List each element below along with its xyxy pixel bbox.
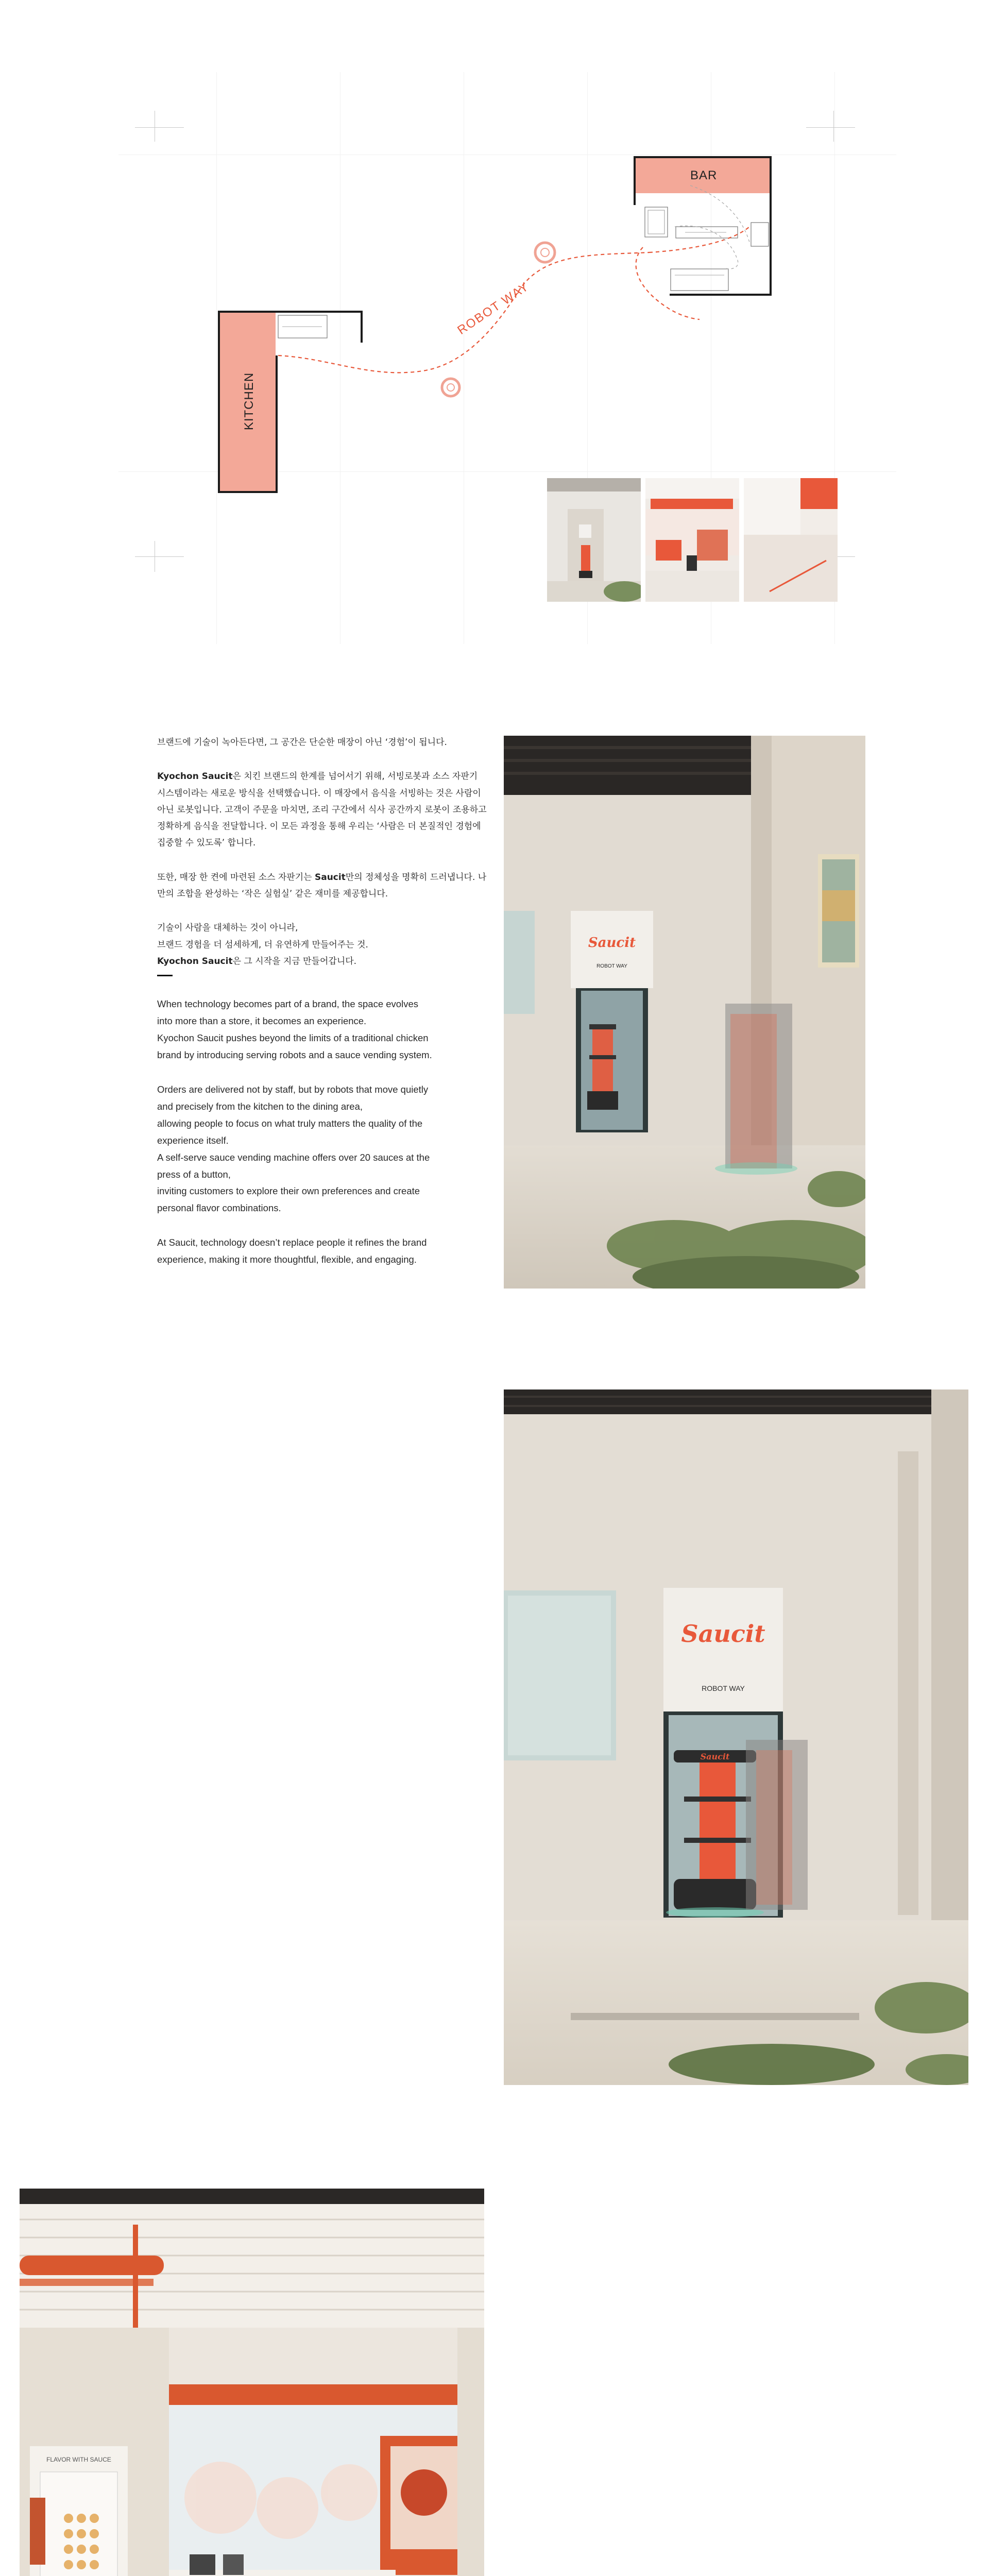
bar-label: BAR [690,168,718,182]
ko-intro: 브랜드에 기술이 녹아든다면, 그 공간은 단순한 매장이 아닌 ‘경험’이 됩니다. [157,737,447,748]
kitchen-label: KITCHEN [242,372,257,431]
corridor-scene [504,736,865,1289]
interior-scene [20,2189,484,2576]
en-paragraph-1 [157,996,487,1064]
ko-text: 은 그 시작을 지금 만들어갑니다. [232,956,357,967]
en-line: and precisely from the kitchen to the dining area, [157,1100,363,1112]
thumbnail-image [547,478,641,602]
robot-way-label: ROBOT WAY [455,279,532,337]
en-line: allowing people to focus on what truly matters the quality of the [157,1117,423,1129]
ko-text: 만의 정체성을 명확히 드러냅니다. 나만의 조합을 완성하는 ‘작은 실험실’ 같은 재미를 제공합니다. [157,872,487,900]
bar-route [675,185,749,269]
floor-plan-section [0,0,989,644]
flavor-sign: FLAVOR WITH SAUCE [46,2456,111,2463]
en-line: A self-serve sauce vending machine offers over 20 sauces at the [157,1151,430,1163]
thumbnail-image [645,478,739,602]
robot-logo: Saucit [700,1752,730,1761]
kitchen-fixtures [278,315,327,338]
robot-way-sign: ROBOT WAY [702,1684,745,1692]
en-line: personal flavor combinations. [157,1202,281,1214]
en-paragraph-3 [157,1234,487,1268]
en-line: inviting customers to explore their own preferences and create [157,1185,420,1197]
thumbnail-image [744,478,838,602]
waypoint-marker-icon [535,243,555,262]
en-line: Orders are delivered not by staff, but by robots that move quietly [157,1083,429,1095]
ko-paragraph-2 [157,869,487,903]
ko-paragraph-3 [157,920,487,970]
robot-path-diagram [0,0,989,644]
en-line: experience, making it more thoughtful, flexible, and engaging. [157,1254,417,1265]
divider [157,975,173,976]
en-line: into more than a store, it becomes an experience. [157,1015,367,1027]
ko-line: 브랜드 경험을 더 섬세하게, 더 유연하게 만들어주는 것. [157,939,368,950]
ko-paragraph-1 [157,768,487,851]
en-line: When technology becomes part of a brand, the space evolves [157,998,418,1010]
brand-name: Kyochon Saucit [157,771,233,782]
waypoint-marker-icon [442,379,459,396]
en-line: press of a button, [157,1168,231,1180]
robot-way-sign: ROBOT WAY [596,963,627,969]
brand-name: Kyochon Saucit [157,956,233,967]
story-text [157,734,487,1268]
thumbnail-photo-1 [547,478,641,602]
en-paragraph-2 [157,1081,487,1217]
thumbnail-photo-3 [744,478,838,602]
brand-name: Saucit [314,872,346,883]
en-line: brand by introducing serving robots and a sauce vending system. [157,1049,432,1061]
corridor-robot-photo [504,736,865,1289]
thumbnail-photo-2 [645,478,739,602]
en-line: experience itself. [157,1134,229,1146]
en-line: Kyochon Saucit pushes beyond the limits of a traditional chicken [157,1032,429,1044]
saucit-logo: Saucit [681,1620,765,1648]
ko-text: 은 치킨 브랜드의 한계를 넘어서기 위해, 서빙로봇과 소스 자판기 시스템이라는 새로운 방식을 선택했습니다. 이 매장에서 음식을 서빙하는 것은 사람이 아닌 로봇입니다. 고객이 주문을 마치면, 조리 구간에서 식사 공간까지 로봇이 조용하고 정확하게 음식을 전달합니다. 이 모든 과정을 통해 우리는 ‘사람은 더 본질적인 경험에 집중할 수 있도록’ 합니다. [157,771,487,849]
robot-closeup-photo [504,1389,968,2085]
en-line: At Saucit, technology doesn’t replace people it refines the brand [157,1237,427,1248]
ko-text: 또한, 매장 한 켠에 마련된 소스 자판기는 [157,872,315,883]
ko-line: 기술이 사람을 대체하는 것이 아니라, [157,923,298,934]
interior-sauce-machine-photo [20,2189,484,2576]
robot-scene [504,1389,968,2085]
saucit-logo: Saucit [588,935,636,951]
bar-fixtures [645,207,769,291]
